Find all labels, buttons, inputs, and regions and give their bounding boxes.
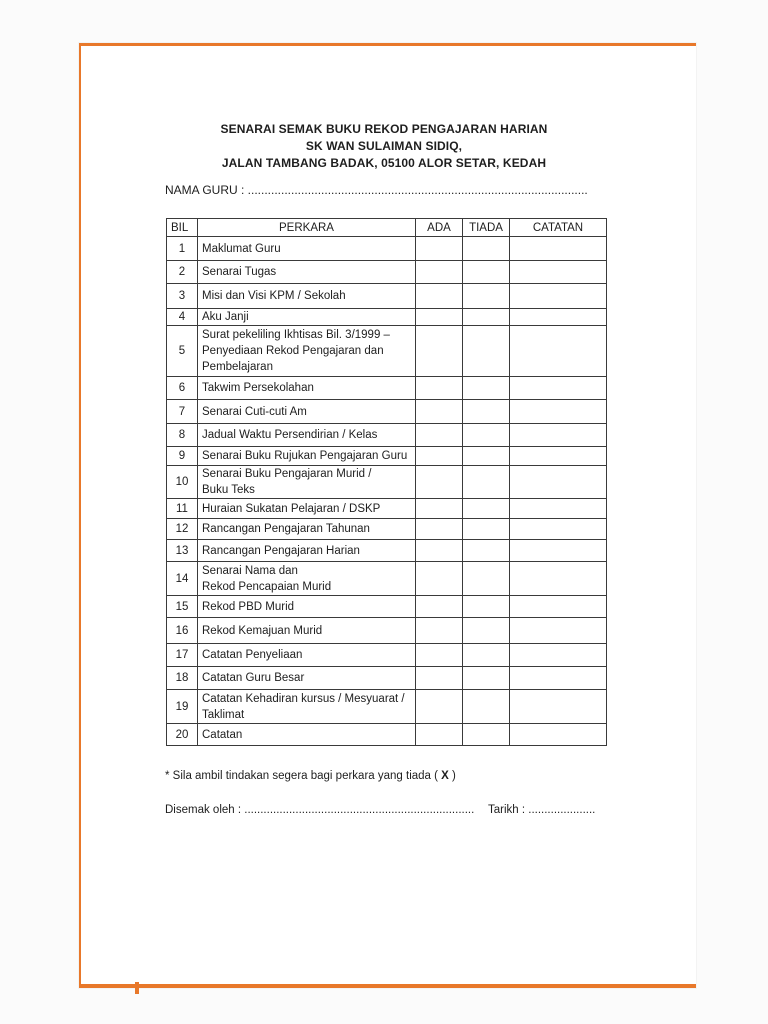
perkara-line: Senarai Buku Rujukan Pengajaran Guru [202, 450, 408, 462]
table-row [167, 424, 607, 447]
cell-tiada[interactable] [463, 724, 510, 746]
header-bil: BIL [167, 219, 198, 237]
table-row [167, 667, 607, 690]
perkara-line: Jadual Waktu Persendirian / Kelas [202, 429, 378, 441]
checklist-table [166, 218, 607, 746]
cell-tiada[interactable] [463, 540, 510, 562]
cell-perkara [198, 596, 416, 618]
cell-bil: 20 [167, 724, 198, 746]
cell-ada[interactable] [416, 447, 463, 466]
table-row [167, 284, 607, 309]
cell-catatan[interactable] [510, 309, 607, 326]
cell-perkara [198, 724, 416, 746]
cell-bil: 19 [167, 690, 198, 724]
cell-tiada[interactable] [463, 261, 510, 284]
table-row [167, 237, 607, 261]
cell-bil: 1 [167, 237, 198, 261]
cell-tiada[interactable] [463, 237, 510, 261]
perkara-line: Catatan Kehadiran kursus / Mesyuarat / [202, 692, 405, 705]
perkara-line: Huraian Sukatan Pelajaran / DSKP [202, 502, 381, 515]
cell-bil: 11 [167, 499, 198, 519]
cell-bil: 7 [167, 400, 198, 424]
cell-catatan[interactable] [510, 400, 607, 424]
cell-bil: 10 [167, 466, 198, 499]
cell-perkara [198, 424, 416, 447]
perkara-line: Rancangan Pengajaran Tahunan [202, 523, 370, 535]
table-row [167, 644, 607, 667]
cell-bil: 8 [167, 424, 198, 447]
cell-bil: 4 [167, 309, 198, 326]
cell-catatan[interactable] [510, 377, 607, 400]
cell-tiada[interactable] [463, 424, 510, 447]
cell-bil: 9 [167, 447, 198, 466]
cell-perkara [198, 237, 416, 261]
perkara-line: Rekod Kemajuan Murid [202, 624, 323, 637]
header-ada: ADA [416, 219, 463, 237]
table-row [167, 309, 607, 326]
cell-perkara [198, 261, 416, 284]
cell-catatan[interactable] [510, 667, 607, 690]
cell-ada[interactable] [416, 618, 463, 644]
perkara-line: Pembelajaran [202, 361, 273, 373]
cell-perkara [198, 562, 416, 596]
cell-tiada[interactable] [463, 519, 510, 540]
table-row [167, 562, 607, 596]
table-row [167, 618, 607, 644]
cell-tiada[interactable] [463, 309, 510, 326]
cell-perkara [198, 519, 416, 540]
title-line-1: SENARAI SEMAK BUKU REKOD PENGAJARAN HARIAN [220, 122, 548, 136]
table-header-row [167, 219, 607, 237]
cell-ada[interactable] [416, 377, 463, 400]
table-row [167, 326, 607, 377]
perkara-line: Surat pekeliling Ikhtisas Bil. 3/1999 – [202, 329, 390, 341]
note-suffix: ) [452, 770, 456, 782]
table-body [167, 237, 607, 746]
cell-perkara [198, 540, 416, 562]
cell-ada[interactable] [416, 499, 463, 519]
table-row [167, 690, 607, 724]
cell-perkara [198, 667, 416, 690]
cell-perkara [198, 447, 416, 466]
perkara-line: Catatan [202, 728, 243, 741]
table-row [167, 377, 607, 400]
cell-tiada[interactable] [463, 618, 510, 644]
cell-catatan[interactable] [510, 237, 607, 261]
cell-tiada[interactable] [463, 400, 510, 424]
cell-perkara [198, 400, 416, 424]
cell-perkara [198, 618, 416, 644]
table-row [167, 596, 607, 618]
cell-ada[interactable] [416, 596, 463, 618]
header-perkara: PERKARA [198, 219, 416, 237]
perkara-line: Senarai Nama dan [202, 564, 298, 577]
perkara-line: Buku Teks [202, 484, 255, 496]
cell-perkara [198, 326, 416, 377]
cell-catatan[interactable] [510, 466, 607, 499]
table-row [167, 447, 607, 466]
perkara-line: Catatan Penyeliaan [202, 649, 303, 661]
cell-catatan[interactable] [510, 261, 607, 284]
cell-ada[interactable] [416, 562, 463, 596]
cell-catatan[interactable] [510, 499, 607, 519]
title-line-2: SK WAN SULAIMAN SIDIQ, [305, 139, 463, 153]
perkara-line: Rekod PBD Murid [202, 600, 295, 613]
cell-ada[interactable] [416, 540, 463, 562]
cell-catatan[interactable] [510, 724, 607, 746]
cell-ada[interactable] [416, 644, 463, 667]
perkara-line: Senarai Cuti-cuti Am [202, 405, 307, 418]
cell-tiada[interactable] [463, 284, 510, 309]
cell-bil: 13 [167, 540, 198, 562]
cell-catatan[interactable] [510, 596, 607, 618]
cell-bil: 12 [167, 519, 198, 540]
perkara-line: Taklimat [202, 708, 245, 721]
cell-perkara [198, 377, 416, 400]
cell-perkara [198, 284, 416, 309]
cell-catatan[interactable] [510, 447, 607, 466]
header-tiada: TIADA [463, 219, 510, 237]
cell-perkara [198, 499, 416, 519]
cell-ada[interactable] [416, 667, 463, 690]
table-row [167, 540, 607, 562]
table-row [167, 499, 607, 519]
cell-bil: 6 [167, 377, 198, 400]
cell-tiada[interactable] [463, 690, 510, 724]
perkara-line: Senarai Tugas [202, 266, 277, 278]
border-mark [135, 982, 139, 994]
cell-perkara [198, 690, 416, 724]
note-mark: X [437, 770, 453, 782]
cell-catatan[interactable] [510, 562, 607, 596]
cell-catatan[interactable] [510, 519, 607, 540]
perkara-line: Senarai Buku Pengajaran Murid / [202, 468, 372, 480]
cell-bil: 2 [167, 261, 198, 284]
cell-tiada[interactable] [463, 466, 510, 499]
perkara-line: Rekod Pencapaian Murid [202, 580, 332, 593]
cell-bil: 18 [167, 667, 198, 690]
perkara-line: Rancangan Pengajaran Harian [202, 544, 360, 557]
cell-ada[interactable] [416, 284, 463, 309]
cell-ada[interactable] [416, 400, 463, 424]
cell-tiada[interactable] [463, 326, 510, 377]
cell-tiada[interactable] [463, 667, 510, 690]
cell-perkara [198, 644, 416, 667]
table-row [167, 724, 607, 746]
cell-ada[interactable] [416, 309, 463, 326]
cell-bil: 16 [167, 618, 198, 644]
title-line-3: JALAN TAMBANG BADAK, 05100 ALOR SETAR, KEDAH [221, 156, 547, 170]
cell-catatan[interactable] [510, 690, 607, 724]
header-catatan: CATATAN [510, 219, 607, 237]
note-prefix: * Sila ambil tindakan segera bagi perkara yang tiada ( [165, 770, 438, 782]
cell-ada[interactable] [416, 326, 463, 377]
cell-ada[interactable] [416, 424, 463, 447]
action-note [165, 770, 456, 782]
cell-perkara [198, 309, 416, 326]
table-row [167, 400, 607, 424]
cell-tiada[interactable] [463, 447, 510, 466]
document-title [0, 121, 768, 172]
perkara-line: Misi dan Visi KPM / Sekolah [202, 290, 346, 302]
perkara-line: Maklumat Guru [202, 242, 281, 255]
cell-bil: 3 [167, 284, 198, 309]
cell-ada[interactable] [416, 237, 463, 261]
cell-bil: 5 [167, 326, 198, 377]
cell-tiada[interactable] [463, 377, 510, 400]
cell-catatan[interactable] [510, 618, 607, 644]
cell-catatan[interactable] [510, 326, 607, 377]
perkara-line: Penyediaan Rekod Pengajaran dan [202, 345, 384, 357]
cell-tiada[interactable] [463, 596, 510, 618]
cell-ada[interactable] [416, 466, 463, 499]
table-row [167, 466, 607, 499]
cell-ada[interactable] [416, 690, 463, 724]
cell-catatan[interactable] [510, 424, 607, 447]
cell-bil: 15 [167, 596, 198, 618]
cell-tiada[interactable] [463, 644, 510, 667]
table-row [167, 519, 607, 540]
cell-ada[interactable] [416, 261, 463, 284]
cell-catatan[interactable] [510, 284, 607, 309]
cell-ada[interactable] [416, 724, 463, 746]
perkara-line: Aku Janji [202, 311, 249, 323]
cell-catatan[interactable] [510, 644, 607, 667]
perkara-line: Takwim Persekolahan [202, 382, 314, 394]
perkara-line: Catatan Guru Besar [202, 672, 305, 684]
cell-bil: 17 [167, 644, 198, 667]
nama-guru-field: NAMA GURU : ...................................................................................................... [165, 183, 588, 197]
tarikh-field: Tarikh : ..................... [488, 804, 596, 816]
cell-perkara [198, 466, 416, 499]
cell-catatan[interactable] [510, 540, 607, 562]
cell-ada[interactable] [416, 519, 463, 540]
cell-tiada[interactable] [463, 499, 510, 519]
table-row [167, 261, 607, 284]
cell-bil: 14 [167, 562, 198, 596]
disemak-oleh-field: Disemak oleh : ........................................................................ [165, 804, 475, 816]
cell-tiada[interactable] [463, 562, 510, 596]
